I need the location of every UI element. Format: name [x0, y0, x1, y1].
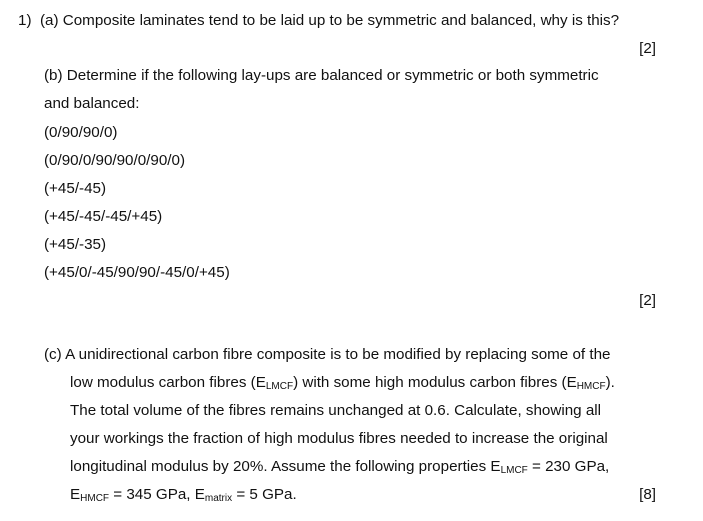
- part-b-label: (b): [44, 67, 63, 84]
- part-b-text: Determine if the following lay-ups are balanced or symmetric or both symmetric: [66, 67, 599, 84]
- question-number: 1): [18, 12, 32, 29]
- part-b-marks: [2]: [639, 292, 656, 309]
- part-c-line6: [70, 486, 297, 504]
- text-fragment: = 230 GPa,: [527, 458, 610, 475]
- part-a-marks: [2]: [639, 40, 656, 57]
- text-fragment: E: [70, 486, 81, 503]
- layup-item: (+45/-35): [44, 236, 107, 253]
- part-c-line2: [70, 374, 615, 392]
- subscript: LMCF: [265, 381, 294, 392]
- text-fragment: longitudinal modulus by 20%. Assume the following properties E: [70, 458, 501, 475]
- part-b-line2: and balanced:: [44, 95, 140, 112]
- text-fragment: ) with some high modulus carbon fibres (E: [293, 374, 577, 391]
- part-a-label: (a): [39, 12, 59, 29]
- layup-item: (+45/-45/-45/+45): [44, 208, 163, 225]
- part-a-line: [18, 12, 619, 30]
- layup-item: (0/90/90/0): [44, 124, 118, 141]
- part-b-line1: [44, 67, 599, 85]
- subscript: HMCF: [80, 493, 110, 504]
- subscript: matrix: [204, 493, 233, 504]
- subscript: HMCF: [576, 381, 606, 392]
- text-fragment: = 345 GPa, E: [109, 486, 205, 503]
- part-c-marks: [8]: [639, 486, 656, 503]
- text-fragment: = 5 GPa.: [232, 486, 297, 503]
- part-a-text: Composite laminates tend to be laid up to be symmetric and balanced, why is this?: [62, 12, 620, 29]
- text-fragment: low modulus carbon fibres (E: [70, 374, 266, 391]
- text-fragment: ).: [605, 374, 615, 391]
- part-c-line1: [44, 346, 610, 364]
- part-c-label: (c): [44, 346, 62, 363]
- layup-item: (0/90/0/90/90/0/90/0): [44, 152, 186, 169]
- part-c-text: A unidirectional carbon fibre composite is to be modified by replacing some of the: [65, 346, 611, 363]
- layup-item: (+45/0/-45/90/90/-45/0/+45): [44, 264, 230, 281]
- part-c-line4: your workings the fraction of high modulus fibres needed to increase the original: [70, 430, 608, 447]
- layup-item: (+45/-45): [44, 180, 107, 197]
- part-c-line3: The total volume of the fibres remains unchanged at 0.6. Calculate, showing all: [70, 402, 602, 419]
- part-c-line5: [70, 458, 609, 476]
- subscript: LMCF: [500, 465, 528, 476]
